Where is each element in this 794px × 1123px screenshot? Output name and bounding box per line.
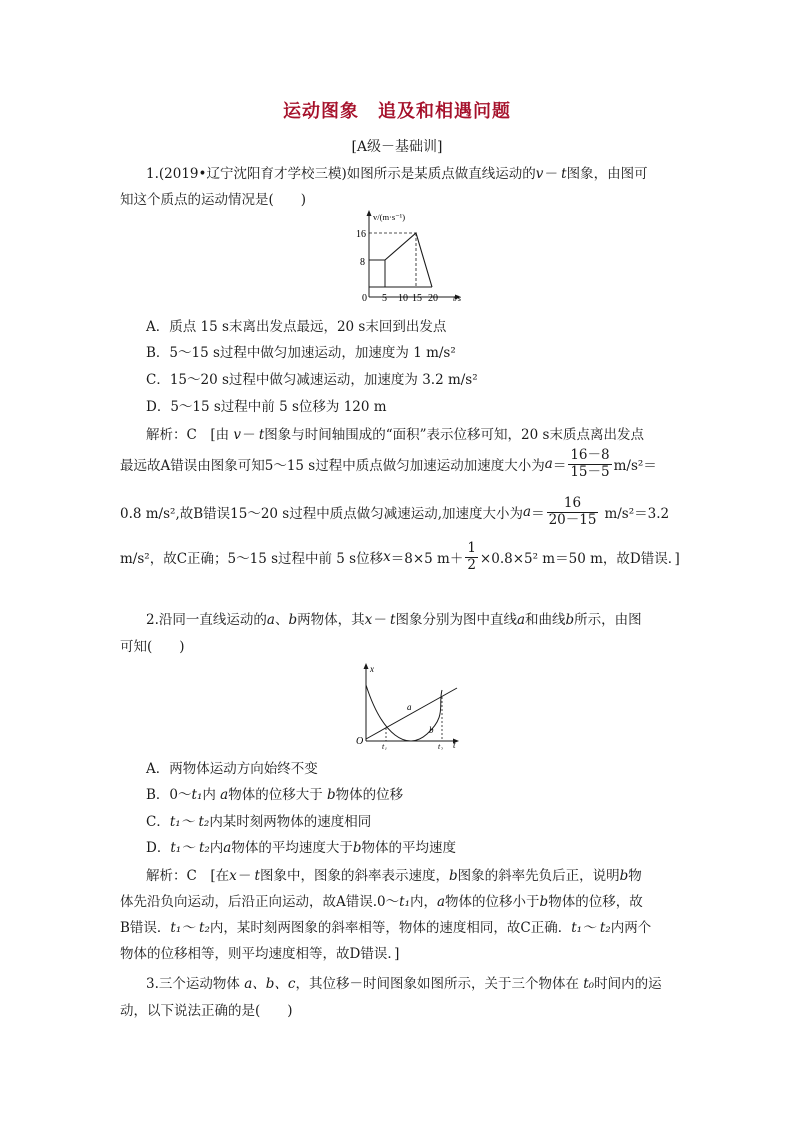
q1-x-axis-label: t/s (453, 293, 462, 303)
q1-analysis-line2: 最远故A错误由图象可知5～15 s过程中质点做匀加速运动加速度大小为 a ＝ $\frac{16-8}{15-5}$ m/s²＝ (120, 447, 657, 480)
q2-label-b: b (429, 725, 434, 735)
section-heading: [A级－基础训] (351, 139, 443, 155)
q2-label-t1: t₁ (382, 742, 388, 750)
q2-option-a: A．两物体运动方向始终不变 (146, 761, 318, 777)
q1-x-tick-15: 15 (412, 293, 422, 304)
q2-label-a: a (407, 702, 412, 712)
q1-x-tick-10: 10 (398, 293, 408, 304)
q1-y-tick-16: 16 (356, 229, 366, 240)
q1-y-arrow (367, 210, 372, 216)
page-title: 运动图象 追及和相遇问题 (283, 101, 511, 122)
q1-x-tick-20: 20 (428, 293, 438, 304)
q1-y-tick-8: 8 (360, 257, 365, 268)
q1-option-a: A．质点 15 s末离出发点最远，20 s末回到出发点 (146, 319, 447, 335)
q1-fraction-1: $\frac{16-8}{15-5}$ (570, 447, 610, 480)
q1-analysis-line3: 0.8 m/s²,故B错误15～20 s过程中质点做匀减速运动,加速度大小为 a ＝ $\frac{16}{20-15}$ m/s²＝3.2 (120, 495, 670, 528)
q2-y-axis-label: x (370, 664, 374, 674)
q2-origin-label: O (356, 736, 364, 747)
q1-stem-line2: 知这个质点的运动情况是( ) (120, 192, 307, 208)
q3-stem-line2: 动，以下说法正确的是( ) (120, 1003, 293, 1019)
q2-t-axis-label: t (453, 740, 456, 750)
q1-segment-0-5 (369, 260, 385, 287)
q2-line-a (366, 688, 457, 739)
q2-analysis-line1: 解析：C [在x－ t图象中，图象的斜率表示速度，b图象的斜率先负后正，说明b物 (146, 868, 642, 884)
q2-y-arrow (364, 663, 369, 669)
q2-analysis-line4: 物体的位移相等，则平均速度相等，故D错误．] (120, 946, 400, 962)
q1-vt-graph (345, 208, 475, 304)
q1-x-tick-5: 5 (382, 293, 387, 304)
q1-fraction-2: $\frac{16}{20-15}$ (548, 495, 597, 528)
q1-analysis-line1: 解析：C [由 v－ t图象与时间轴围成的“面积”表示位移可知，20 s末质点离出发点 (146, 427, 644, 443)
q2-stem-line1: 2.沿同一直线运动的a、b两物体，其x－ t图象分别为图中直线a和曲线b所示，由图 (146, 612, 642, 628)
q2-stem-line2: 可知( ) (120, 639, 185, 655)
q1-analysis-line4: m/s²，故C正确；5～15 s过程中前 5 s位移 x ＝8×5 m＋ $\frac{1}{2}$ ×0.8×5² m＝50 m，故D错误．] (120, 540, 680, 573)
q1-stem-line1: 1.(2019•辽宁沈阳育才学校三模)如图所示是某质点做直线运动的v－ t图象，由图可 (146, 166, 648, 182)
q3-stem-line1: 3.三个运动物体 a、b、c，其位移－时间图象如图所示，关于三个物体在 t₀时间内的运 (146, 976, 662, 992)
q2-option-c: C．t₁～ t₂内某时刻两物体的速度相同 (146, 814, 372, 830)
q2-label-t2: t₂ (438, 742, 444, 750)
q1-x-tick-0: 0 (362, 293, 367, 304)
q2-option-b: B．0～t₁内 a物体的位移大于 b物体的位移 (146, 787, 404, 803)
q1-fraction-3: $\frac{1}{2}$ (467, 540, 476, 573)
q1-vt-line (385, 233, 432, 287)
q2-xt-graph (352, 660, 467, 750)
q1-y-axis-label: v/(m·s⁻¹) (373, 212, 406, 222)
q1-option-c: C．15～20 s过程中做匀减速运动，加速度为 3.2 m/s² (146, 372, 478, 388)
q2-analysis-line3: B错误．t₁～ t₂内，某时刻两图象的斜率相等，物体的速度相同，故C正确．t₁～ t₂内两个 (120, 920, 652, 936)
q1-option-d: D．5～15 s过程中前 5 s位移为 120 m (146, 399, 387, 415)
q2-option-d: D．t₁～ t₂内a物体的平均速度大于b物体的平均速度 (146, 840, 457, 856)
q2-analysis-line2: 体先沿负向运动，后沿正向运动，故A错误.0～t₁内，a物体的位移小于b物体的位移，故 (120, 894, 643, 910)
q1-option-b: B．5～15 s过程中做匀加速运动，加速度为 1 m/s² (146, 345, 456, 361)
